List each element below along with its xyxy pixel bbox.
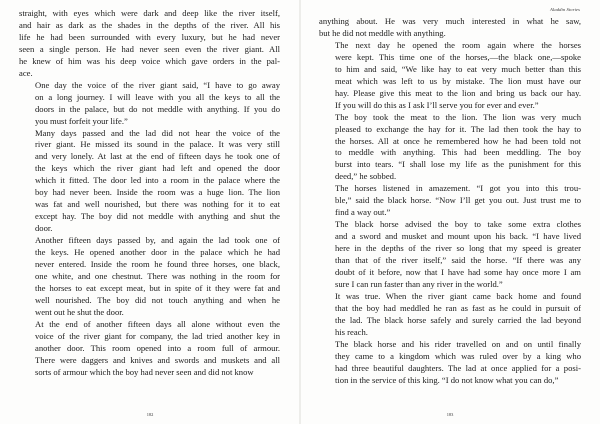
- text-line: find a way out.”: [335, 207, 391, 218]
- text-line: you must forfeit your life.”: [35, 115, 128, 126]
- paragraph: [19, 235, 280, 319]
- text-line: ble,” said the black horse. “Now I’ll get you out. Just trust me to: [335, 195, 581, 206]
- paragraph: [319, 112, 581, 184]
- text-line: his reach.: [335, 326, 368, 337]
- text-line: The horses listened in amazement. “I got you into this trou-: [335, 183, 581, 194]
- text-line: doors in the palace, but do not meddle with anything. If you do: [35, 103, 280, 114]
- right-page: [300, 0, 600, 424]
- text-line: the horses. All at once he remembered how he had been told not: [335, 135, 581, 146]
- text-line: except hay. The boy did not meddle with anything and shut the: [35, 211, 280, 222]
- text-line: never entered. Inside the room he found three horses, one black,: [35, 259, 280, 270]
- text-line: but he did not meddle with anything.: [319, 27, 446, 38]
- text-line: straight, with eyes which were dark and deep like the river itself,: [19, 8, 280, 18]
- text-line: hay. Please give this meat to the lion and bring us back our hay.: [335, 87, 581, 98]
- paragraph: [319, 16, 581, 40]
- text-line: another door. This room opened into a room full of armour.: [35, 342, 280, 353]
- text-line: doubt of it before, now that I have had some hay once more I am: [335, 267, 581, 278]
- text-line: door.: [35, 223, 53, 234]
- text-line: The next day he opened the room again where the horses: [335, 39, 581, 50]
- text-line: the keys which the river giant had left and opened the door: [35, 163, 280, 174]
- text-line: tion in the service of this king. “I do not know what you can do,”: [335, 374, 559, 385]
- text-line: the horses to eat except meat, but in spite of it they were fat and: [35, 282, 280, 293]
- text-line: river giant. He missed its sound in the palace. It was very still: [35, 139, 280, 150]
- text-line: The black horse and his rider travelled on and on until finally: [335, 338, 581, 349]
- text-line: to meddle with anything. This had been meddling. The boy: [335, 147, 581, 158]
- text-line: one white, and one chestnut. There was nothing in the room for: [35, 270, 280, 281]
- paragraph: [319, 291, 581, 339]
- text-line: voice of the river giant for company, the lad tried another key in: [35, 330, 280, 341]
- text-line: Many days passed and the lad did not hear the voice of the: [35, 127, 280, 138]
- text-line: life he had been surrounded with every luxury, but he had never: [19, 31, 280, 42]
- text-line: and a sword and musket and mount upon his back. “I have lived: [335, 231, 581, 242]
- text-line: and hair as dark as the shades in the depths of the river. All his: [19, 19, 280, 30]
- text-line: sure I can run faster than any river in the world.”: [335, 278, 503, 289]
- text-line: Another fifteen days passed by, and again the lad took one of: [35, 235, 280, 246]
- text-line: were kept. This time one of the horses,—the black one,—spoke: [335, 51, 581, 62]
- text-line: the lad. The black horse safely and surely carried the lad beyond: [335, 314, 581, 325]
- text-line: boy had never been. Inside the room was a huge lion. The lion: [35, 187, 280, 198]
- text-line: well nourished. The boy did not touch anything and when he: [35, 294, 280, 305]
- left-page-number: 182: [146, 412, 154, 417]
- text-line: to him and said, “We like hay to eat very much better than this: [335, 63, 581, 74]
- text-line: that the boy had meddled he ran as fast as he could in pursuit of: [335, 302, 581, 313]
- text-line: One day the voice of the river giant said, “I have to go away: [35, 79, 280, 90]
- text-line: At the end of another fifteen days all alone without even the: [35, 318, 280, 329]
- text-line: here in the depths of the river so long that my speed is greater: [335, 243, 581, 254]
- paragraph: [319, 219, 581, 291]
- paragraph: [19, 128, 280, 236]
- text-line: than that of the river itself,” said the horse. “If there was any: [335, 255, 581, 266]
- text-line: meat which was left to us by mistake. The lion must have our: [335, 75, 581, 86]
- text-line: they came to a kingdom which was ruled over by a king who: [335, 350, 581, 361]
- text-line: the keys. He opened another door in the palace which he had: [35, 247, 280, 258]
- text-line: sorts of armour which the boy had never seen and did not know: [35, 366, 254, 377]
- text-line: had three beautiful daughters. The lad at once applied for a posi-: [335, 362, 581, 373]
- text-line: pleased to exchange the hay for it. The lad then took the hay to: [335, 123, 581, 134]
- text-line: which it fitted. The door led into a room in the palace where the: [35, 175, 280, 186]
- paragraph: [19, 8, 280, 80]
- left-page-body: [19, 8, 280, 379]
- text-line: was fat and well nourished, but there was nothing for it to eat: [35, 199, 280, 210]
- text-line: burst into tears. “I shall lose my life as the punishment for this: [335, 159, 581, 170]
- text-line: ace.: [19, 67, 33, 78]
- text-line: If you will do this as I ask I’ll serve you for ever and ever.”: [335, 99, 539, 110]
- text-line: There were daggers and knives and swords and muskets and all: [35, 354, 280, 365]
- text-line: and very lonely. At last at the end of fifteen days he took one of: [35, 151, 280, 162]
- text-line: anything about. He was very much interested in what he saw,: [319, 16, 581, 26]
- text-line: went out he shut the door.: [35, 306, 124, 317]
- text-line: The boy took the meat to the lion. The lion was very much: [335, 111, 581, 122]
- text-line: It was true. When the river giant came back home and found: [335, 290, 581, 301]
- paragraph: [19, 319, 280, 379]
- paragraph: [319, 183, 581, 219]
- running-head: Aladdin Stories: [550, 7, 580, 12]
- paragraph: [319, 40, 581, 112]
- paragraph: [319, 339, 581, 387]
- text-line: seen a single person. He had never seen even the river giant. All: [19, 43, 280, 54]
- text-line: deed,” he sobbed.: [335, 171, 397, 182]
- right-page-number: 183: [446, 412, 454, 417]
- text-line: The black horse advised the boy to take some extra clothes: [335, 219, 581, 230]
- text-line: he knew of him was his deep voice which gave orders in the pal-: [19, 55, 280, 66]
- right-page-body: [319, 16, 581, 387]
- text-line: on a long journey. I will leave with you all the keys to all the: [35, 91, 280, 102]
- paragraph: [19, 80, 280, 128]
